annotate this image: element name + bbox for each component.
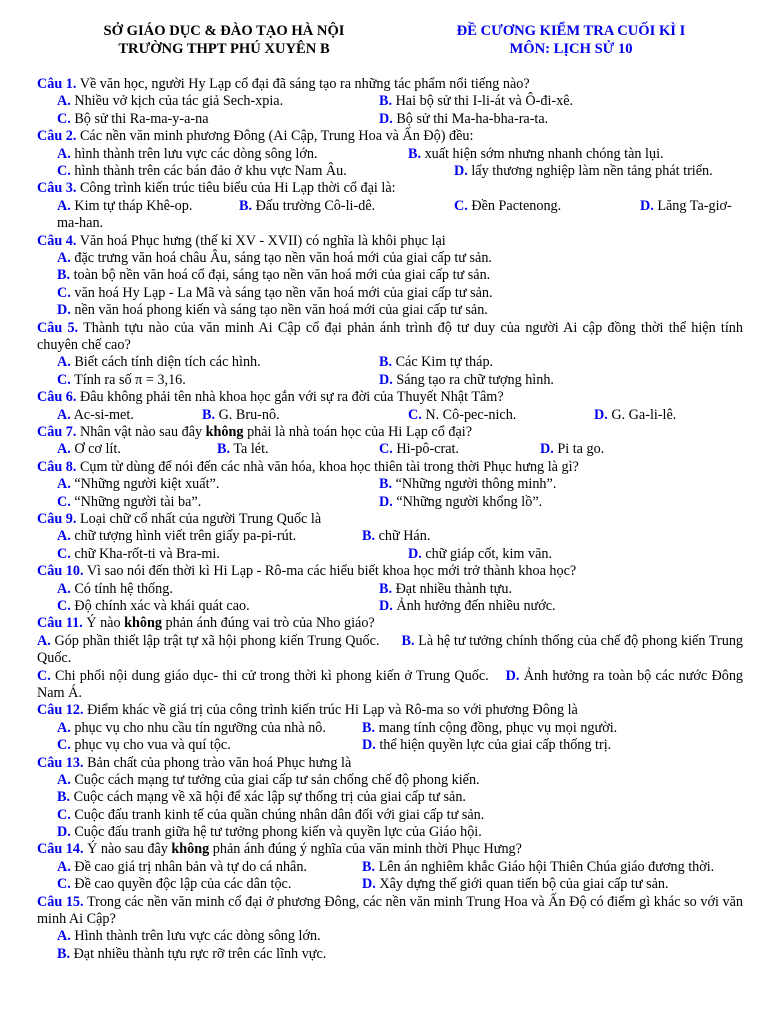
option-b: toàn bộ nền văn hoá cổ đại, sáng tạo nền văn hoá mới của giai cấp tư sản.: [73, 267, 491, 284]
question-3: Câu 3. Công trình kiến trúc tiêu biểu của Hi Lạp thời cổ đại là: A. Kim tự tháp Khê-op. B. Đấu trường Cô-li-dê. C. Đền Pactenong. D. Lăng Ta-giơ- ma-han.: [37, 180, 732, 232]
option-d: Ảnh hưởng đến nhiều nước.: [396, 597, 556, 614]
option-b: “Những người thông minh”.: [395, 476, 557, 493]
option-a: hình thành trên lưu vực các dòng sông lớn.: [74, 145, 318, 162]
option-d: “Những người khổng lồ”.: [396, 493, 543, 510]
option-d: nền văn hoá phong kiến và sáng tạo nền văn hoá mới của giai cấp tư sản.: [74, 302, 488, 319]
document-header: [37, 22, 743, 58]
option-a: Có tính hệ thống.: [74, 580, 173, 597]
question-text: Loại chữ cổ nhất của người Trung Quốc là: [79, 510, 322, 527]
exam-info: [421, 22, 721, 58]
option-b: chữ Hán.: [378, 528, 431, 545]
option-d: Lăng Ta-giơ-: [657, 197, 732, 214]
option-d: G. Ga-li-lê.: [611, 406, 677, 423]
emphasis-not: không: [124, 615, 162, 632]
option-a: Cuộc cách mạng tư tưởng của giai cấp tư sản chống chế độ phong kiến.: [74, 771, 480, 788]
question-8: Câu 8. Cụm từ dùng để nói đến các nhà văn hóa, khoa học thiên tài trong thời Phục hưng là gì? A. “Những người kiệt xuất”. B. “Những người thông minh”. C. “Những người tài ba”. D. “Những người khổng lồ”.: [37, 458, 579, 510]
option-c: “Những người tài ba”.: [74, 493, 202, 510]
option-d-continued: ma-han.: [57, 215, 104, 232]
option-c: Đền Pactenong.: [471, 197, 562, 214]
option-b: Lên án nghiêm khắc Giáo hội Thiên Chúa giáo đương thời.: [378, 858, 715, 875]
option-d: Cuộc đấu tranh giữa hệ tư tưởng phong kiến và quyền lực của Giáo hội.: [74, 824, 482, 841]
question-number: Câu 3.: [37, 180, 77, 197]
option-d: Bộ sử thi Ma-ha-bha-ra-ta.: [396, 110, 549, 127]
question-number: Câu 1.: [37, 76, 77, 92]
question-number: Câu 2.: [37, 128, 77, 145]
question-text: Đâu không phải tên nhà khoa học gắn với sự ra đời của Thuyết Nhật Tâm?: [79, 389, 504, 406]
question-number: Câu 12.: [37, 702, 84, 719]
question-number: Câu 11.: [37, 615, 83, 632]
question-text: Bản chất của phong trào văn hoá Phục hưng là: [87, 754, 352, 771]
option-a: Kim tự tháp Khê-op.: [74, 197, 193, 214]
option-b: mang tính cộng đồng, phục vụ mọi người.: [378, 719, 618, 736]
option-c: Tính ra số π = 3,16.: [74, 371, 186, 388]
option-b: G. Bru-nô.: [218, 406, 280, 423]
option-d: thể hiện quyền lực của giai cấp thống trị.: [379, 737, 612, 754]
option-b: Cuộc cách mạng về xã hội để xác lập sự thống trị của giai cấp tư sản.: [73, 789, 466, 806]
question-text-end: phản ánh đúng vai trò của Nho giáo?: [161, 615, 375, 632]
question-11: Câu 11. Ý nào không phản ánh đúng vai trò của Nho giáo? A. Góp phần thiết lập trật tự xã hội phong kiến Trung Quốc. B. Là hệ tư tưởng chính thống của chế độ phong kiến Trung Quốc. C. Chi phối nội dung giáo dục- thi cử trong thời kì phong kiến ở Trung Quốc. D. Ảnh hưởng ra toàn bộ các nước Đông Nam Á.: [37, 615, 744, 701]
option-a: chữ tượng hình viết trên giấy pa-pi-rút.: [74, 528, 297, 545]
question-15: Câu 15. Trong các nền văn minh cổ đại ở phương Đông, các nền văn minh Trung Hoa và Ấn Độ có điểm gì khác so với văn minh Ai Cập? A. Hình thành trên lưu vực các dòng sông lớn. B. Đạt nhiều thành tựu rực rỡ trên các lĩnh vực.: [37, 893, 743, 962]
emphasis-not: không: [205, 423, 244, 440]
option-c: văn hoá Hy Lạp - La Mã và sáng tạo nền văn hoá mới của giai cấp tư sản.: [74, 284, 493, 301]
option-a: Ac-si-met.: [73, 406, 134, 423]
emphasis-not: không: [171, 841, 210, 858]
question-12: Câu 12. Điểm khác về giá trị của công trình kiến trúc Hi Lạp và Rô-ma so với phương Đông là A. phục vụ cho nhu cầu tín ngưỡng của nhà nô. B. mang tính cộng đồng, phục vụ mọi người. C. phục vụ cho vua và quí tộc. D. thể hiện quyền lực của giai cấp thống trị.: [37, 702, 618, 754]
question-text: Vì sao nói đến thời kì Hi Lạp - Rô-ma các hiểu biết khoa học mới trở thành khoa học?: [86, 563, 577, 580]
option-d: lấy thương nghiệp làm nền tảng phát triển.: [471, 162, 713, 179]
option-d: Sáng tạo ra chữ tượng hình.: [396, 371, 554, 388]
option-c: Bộ sử thi Ra-ma-y-a-na: [74, 110, 209, 127]
option-a: Ơ cơ lít.: [74, 441, 121, 458]
question-5: Câu 5. Thành tựu nào của văn minh Ai Cập cổ đại phản ánh trình độ tư duy của người Ai cập đồng thời thể hiện tính chuyên chế cao? A. Biết cách tính diện tích các hình. B. Các Kim tự tháp. C. Tính ra số π = 3,16. D. Sáng tạo ra chữ tượng hình.: [37, 319, 743, 388]
question-text: Ý nào: [86, 615, 125, 632]
option-d: Xây dựng thế giới quan tiến bộ của giai cấp tư sản.: [379, 876, 669, 893]
option-a: Đề cao giá trị nhân bản và tự do cá nhân.: [74, 858, 307, 875]
option-a: Biết cách tính diện tích các hình.: [74, 354, 261, 371]
option-b: Hai bộ sử thi I-li-át và Ô-đi-xê.: [395, 93, 574, 110]
option-b: Là hệ tư tưởng chính thống của chế độ phong kiến Trung Quốc.: [37, 632, 744, 667]
question-number: Câu 8.: [37, 458, 77, 475]
question-number: Câu 13.: [37, 754, 84, 771]
question-number: Câu 14.: [37, 841, 84, 858]
question-number: Câu 15.: [37, 893, 84, 910]
option-a: Nhiều vở kịch của tác giả Sech-xpia.: [74, 93, 284, 110]
option-b: Đấu trường Cô-li-dê.: [255, 197, 376, 214]
option-d: chữ giáp cốt, kim văn.: [425, 545, 553, 562]
option-a: Góp phần thiết lập trật tự xã hội phong kiến Trung Quốc.: [54, 632, 380, 649]
question-number: Câu 10.: [37, 563, 84, 580]
option-b: Đạt nhiều thành tựu.: [395, 580, 512, 597]
option-a: “Những người kiệt xuất”.: [74, 476, 220, 493]
question-text: Văn hoá Phục hưng (thế kỉ XV - XVII) có nghĩa là khôi phục lại: [79, 232, 446, 249]
exam-title: ĐỀ CƯƠNG KIỂM TRA CUỐI KÌ I: [456, 23, 686, 39]
option-c: Cuộc đấu tranh kinh tế của quần chúng nhân dân đối với giai cấp tư sản.: [74, 806, 485, 823]
option-d: Pi ta go.: [557, 441, 605, 458]
option-c: Độ chính xác và khái quát cao.: [74, 597, 250, 614]
question-9: Câu 9. Loại chữ cổ nhất của người Trung Quốc là A. chữ tượng hình viết trên giấy pa-pi-rút. B. chữ Hán. C. chữ Kha-rốt-ti và Bra-mi. D. chữ giáp cốt, kim văn.: [37, 510, 553, 562]
question-text: Nhân vật nào sau đây: [79, 423, 206, 440]
option-b: Đạt nhiều thành tựu rực rỡ trên các lĩnh vực.: [73, 945, 327, 962]
question-text: Cụm từ dùng để nói đến các nhà văn hóa, khoa học thiên tài trong thời Phục hưng là gì?: [79, 458, 579, 475]
question-text: Các nền văn minh phương Đông (Ai Cập, Trung Hoa và Ấn Độ) đều:: [79, 128, 474, 145]
option-a: Hình thành trên lưu vực các dòng sông lớn.: [74, 928, 321, 945]
option-b: xuất hiện sớm nhưng nhanh chóng tàn lụi.: [424, 145, 664, 162]
subject-name: MÔN: LỊCH SỬ 10: [509, 41, 633, 57]
option-c: chữ Kha-rốt-ti và Bra-mi.: [74, 545, 220, 562]
option-d: Ảnh hưởng ra toàn bộ các nước Đông Nam Á.: [37, 667, 744, 701]
school-info: [59, 22, 389, 58]
question-7: Câu 7. Nhân vật nào sau đây không phải là nhà toán học của Hi Lạp cổ đại? A. Ơ cơ lít. B. Ta lét. C. Hi-pô-crat. D. Pi ta go.: [37, 423, 605, 458]
question-number: Câu 9.: [37, 510, 77, 527]
question-text-end: phải là nhà toán học của Hi Lạp cổ đại?: [243, 423, 472, 440]
question-6: Câu 6. Đâu không phải tên nhà khoa học gắn với sự ra đời của Thuyết Nhật Tâm? A. Ac-si-met. B. G. Bru-nô. C. N. Cô-pec-nich. D. G. Ga-li-lê.: [37, 389, 677, 423]
option-c: Chi phối nội dung giáo dục- thi cử trong thời kì phong kiến ở Trung Quốc.: [55, 667, 489, 684]
option-b: Các Kim tự tháp.: [395, 354, 494, 371]
question-text: Trong các nền văn minh cổ đại ở phương Đông, các nền văn minh Trung Hoa và Ấn Độ có điểm gì khác so với văn minh Ai Cập?: [37, 893, 743, 928]
option-c: phục vụ cho vua và quí tộc.: [74, 737, 231, 754]
question-number: Câu 7.: [37, 423, 77, 440]
option-c: Hi-pô-crat.: [396, 441, 459, 458]
document-page: [37, 22, 743, 963]
option-a: đặc trưng văn hoá châu Âu, sáng tạo nền văn hoá mới của giai cấp tư sản.: [74, 249, 492, 266]
question-text: Công trình kiến trúc tiêu biểu của Hi Lạp thời cổ đại là:: [79, 180, 396, 197]
option-c: Đề cao quyền độc lập của các dân tộc.: [74, 876, 292, 893]
school-name: TRƯỜNG THPT PHÚ XUYÊN B: [118, 41, 330, 57]
option-b: Ta lét.: [233, 441, 269, 458]
option-c: hình thành trên các bán đảo ở khu vực Nam Âu.: [74, 162, 347, 179]
question-14: Câu 14. Ý nào sau đây không phản ánh đúng ý nghĩa của văn minh thời Phục Hưng? A. Đề cao giá trị nhân bản và tự do cá nhân. B. Lên án nghiêm khắc Giáo hội Thiên Chúa giáo đương thời. C. Đề cao quyền độc lập của các dân tộc. D. Xây dựng thế giới quan tiến bộ của giai cấp tư sản.: [37, 841, 715, 893]
question-10: Câu 10. Vì sao nói đến thời kì Hi Lạp - Rô-ma các hiểu biết khoa học mới trở thành khoa học? A. Có tính hệ thống. B. Đạt nhiều thành tựu. C. Độ chính xác và khái quát cao. D. Ảnh hưởng đến nhiều nước.: [37, 563, 577, 614]
question-number: Câu 5.: [37, 319, 79, 336]
question-2: Câu 2. Các nền văn minh phương Đông (Ai Cập, Trung Hoa và Ấn Độ) đều: A. hình thành trên lưu vực các dòng sông lớn. B. xuất hiện sớm nhưng nhanh chóng tàn lụi. C. hình thành trên các bán đảo ở khu vực Nam Âu. D. lấy thương nghiệp làm nền tảng phát triển.: [37, 128, 713, 179]
question-text-end: phản ánh đúng ý nghĩa của văn minh thời Phục Hưng?: [209, 841, 522, 858]
question-text: Về văn học, người Hy Lạp cổ đại đã sáng tạo ra những tác phẩm nổi tiếng nào?: [79, 76, 530, 92]
question-text: Ý nào sau đây: [87, 841, 172, 858]
option-a: phục vụ cho nhu cầu tín ngưỡng của nhà nô.: [74, 719, 326, 736]
question-text: Điểm khác về giá trị của công trình kiến trúc Hi Lạp và Rô-ma so với phương Đông là: [87, 702, 578, 719]
question-4: Câu 4. Văn hoá Phục hưng (thế kỉ XV - XVII) có nghĩa là khôi phục lại A. đặc trưng văn hoá châu Âu, sáng tạo nền văn hoá mới của giai cấp tư sản. B. toàn bộ nền văn hoá cổ đại, sáng tạo nền văn hoá mới của giai cấp tư sản. C. văn hoá Hy Lạp - La Mã và sáng tạo nền văn hoá mới của giai cấp tư sản. D. nền văn hoá phong kiến và sáng tạo nền văn hoá mới của giai cấp tư sản.: [37, 232, 493, 319]
question-number: Câu 6.: [37, 389, 77, 406]
question-number: Câu 4.: [37, 232, 77, 249]
department-name: SỞ GIÁO DỤC & ĐÀO TẠO HÀ NỘI: [103, 23, 345, 39]
question-13: Câu 13. Bản chất của phong trào văn hoá Phục hưng là A. Cuộc cách mạng tư tưởng của giai cấp tư sản chống chế độ phong kiến. B. Cuộc cách mạng về xã hội để xác lập sự thống trị của giai cấp tư sản. C. Cuộc đấu tranh kinh tế của quần chúng nhân dân đối với giai cấp tư sản. D. Cuộc đấu tranh giữa hệ tư tưởng phong kiến và quyền lực của Giáo hội.: [37, 754, 485, 841]
question-1: Câu 1. Về văn học, người Hy Lạp cổ đại đã sáng tạo ra những tác phẩm nổi tiếng nào? A. Nhiều vở kịch của tác giả Sech-xpia. B. Hai bộ sử thi I-li-át và Ô-đi-xê. C. Bộ sử thi Ra-ma-y-a-na D. Bộ sử thi Ma-ha-bha-ra-ta.: [37, 76, 574, 127]
question-text: Thành tựu nào của văn minh Ai Cập cổ đại phản ánh trình độ tư duy của người Ai cập đồng thời thể hiện tính chuyên chế cao?: [37, 319, 743, 353]
option-c: N. Cô-pec-nich.: [425, 406, 517, 423]
